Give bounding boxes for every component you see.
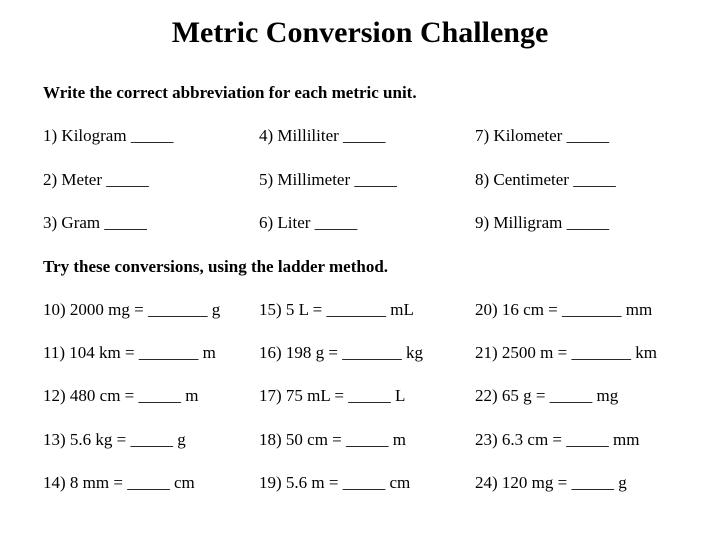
question-18: 18) 50 cm = _____ m <box>259 430 406 449</box>
question-12: 12) 480 cm = _____ m <box>43 386 199 405</box>
question-1: 1) Kilogram _____ <box>43 126 174 145</box>
question-7: 7) Kilometer _____ <box>475 126 610 145</box>
question-19: 19) 5.6 m = _____ cm <box>259 473 411 492</box>
question-15: 15) 5 L = _______ mL <box>259 300 414 319</box>
question-24: 24) 120 mg = _____ g <box>475 473 627 492</box>
section-1-instruction: Write the correct abbreviation for each metric unit. <box>43 83 417 102</box>
page-title: Metric Conversion Challenge <box>171 16 549 49</box>
question-16: 16) 198 g = _______ kg <box>259 343 423 362</box>
question-6: 6) Liter _____ <box>259 213 358 232</box>
question-4: 4) Milliliter _____ <box>259 126 386 145</box>
section-2-instruction: Try these conversions, using the ladder method. <box>43 257 389 276</box>
question-9: 9) Milligram _____ <box>475 213 610 232</box>
question-5: 5) Millimeter _____ <box>259 170 397 189</box>
question-17: 17) 75 mL = _____ L <box>259 386 406 405</box>
question-10: 10) 2000 mg = _______ g <box>43 300 221 319</box>
question-2: 2) Meter _____ <box>43 170 149 189</box>
question-8: 8) Centimeter _____ <box>475 170 616 189</box>
question-22: 22) 65 g = _____ mg <box>475 386 619 405</box>
question-3: 3) Gram _____ <box>43 213 147 232</box>
question-13: 13) 5.6 kg = _____ g <box>43 430 186 449</box>
question-11: 11) 104 km = _______ m <box>43 343 216 362</box>
question-20: 20) 16 cm = _______ mm <box>475 300 653 319</box>
question-14: 14) 8 mm = _____ cm <box>43 473 195 492</box>
question-21: 21) 2500 m = _______ km <box>475 343 657 362</box>
question-23: 23) 6.3 cm = _____ mm <box>475 430 640 449</box>
